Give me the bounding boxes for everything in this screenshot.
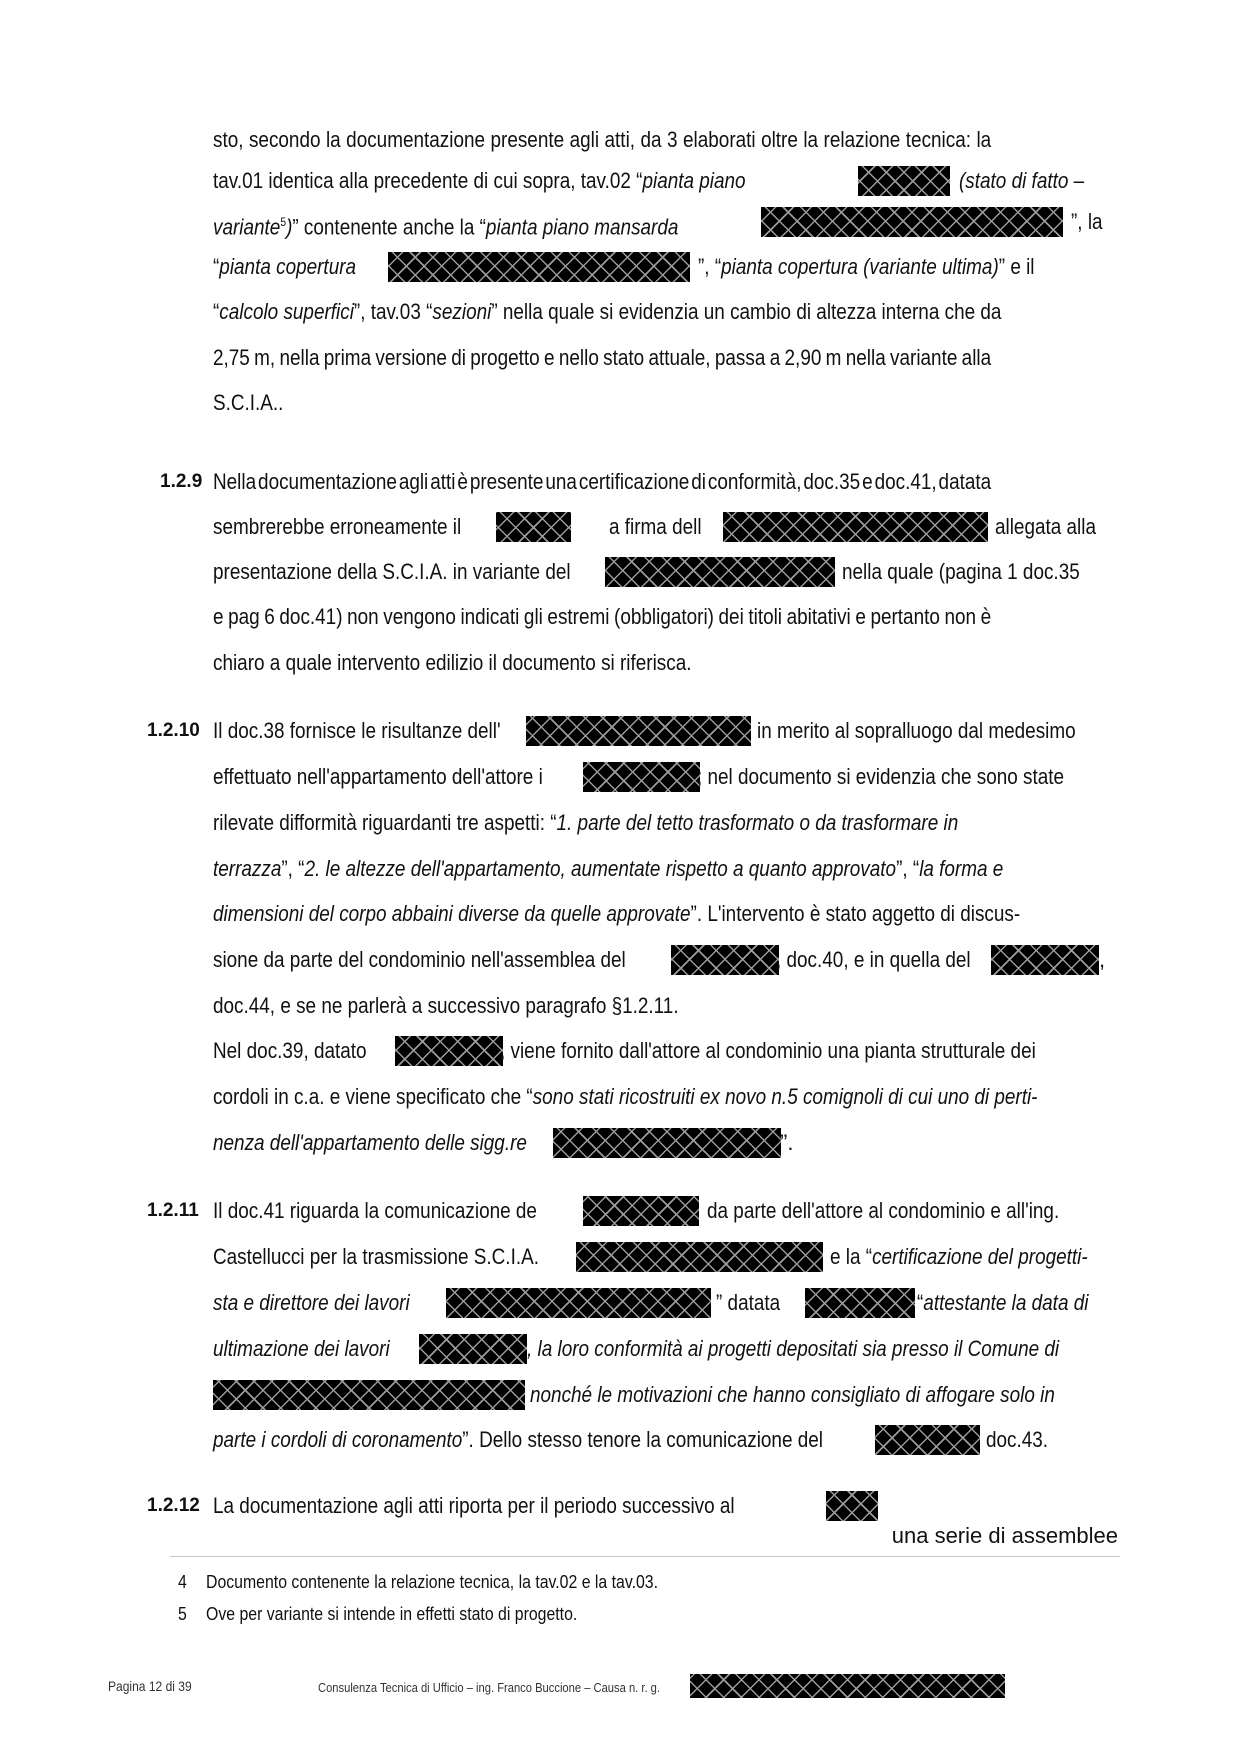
word: titoli — [748, 604, 783, 629]
word: (obbligatori) — [614, 604, 714, 629]
word: doc.41, — [874, 469, 937, 494]
paragraph-line: doc.44, e se ne parlerà a successivo paragrafo §1.2.11. — [213, 993, 679, 1018]
word: variante — [890, 345, 958, 370]
redaction-block — [395, 1036, 503, 1066]
redaction-block — [723, 512, 988, 542]
word: oltre — [761, 127, 798, 152]
word: 3 — [667, 127, 678, 152]
section-number: 1.2.9 — [160, 471, 203, 492]
document-page: sto, secondo la documentazione presente agli atti, da 3 elaborati oltre la relazione tecnica: la tav.01 identica alla precedente di cui sopra, tav.02 “pianta piano (stato di fatto – variante$^5$)” contenente anche la “pianta piano mansarda ”, la “pianta copertura ”, “pianta copertura (variante ultima)” e il “calcolo superfici”, tav.03 “sezioni” nella quale si evidenzia un cambio di altezza interna che da 2,75 m, nella prima versione di progetto e nello stato attuale, passa a 2,90 m nella variante alla S.C.I.A.. 1.2.9 Nella documentazione agli atti è presente una certificazione di conformità, doc.35 e doc.41, datata sembrerebbe erroneamente il a firma dell allegata alla presentazione della S.C.I.A. in variante del nella quale (pagina 1 doc.35 e pag 6 doc.41) non vengono indicati gli estremi (obbligatori) dei titoli abitativi e pertanto non è chiaro a quale intervento edilizio il documento si riferisca. 1.2.10 Il doc.38 fornisce le risultanze dell' in merito al sopralluogo dal medesimo effettuato nell'appartamento dell'attore i ; nel documento si evidenzia che sono state rilevate difformità riguardanti tre aspetti: “1. parte del tetto trasformato o da trasformare in terrazza”, “2. le altezze dell'appartamento, aumentate rispetto a quanto approvato”, “la forma e dimensioni del corpo abbaini diverse da quelle approvate”. L'intervento è stato aggetto di discus- sione da parte del condominio nell'assemblea del , doc.40, e in quella del , doc.44, e se ne parlerà a successivo paragrafo §1.2.11. Nel doc.39, datato , viene fornito dall'attore al condominio una pianta strutturale dei cordoli in c.a. e viene specificato che “sono stati ricostruiti ex novo n.5 comignoli di cui uno di perti- nenza dell'appartamento delle sigg.re ”. 1.2.11 Il doc.41 riguarda la comunicazione de da parte dell'attore al condominio e all'ing. Castellucci per la trasmissione S.C.I.A. e la “certificazione del progetti- sta e direttore dei lavori ” datata “attestante la data di ultimazione dei lavori , la loro conformità ai progetti depositati sia presso il Comune di nonché le motivazioni che hanno consigliato di affogare solo in parte i cordoli di coronamento”. Dello stesso tenore la comunicazione del doc.43. 1.2.12 La documentazione agli atti riporta per il periodo successivo al una serie di assemblee 4 Documento contenente la relazione tecnica, la tav.02 e la tav.03. 5 Ove per variante si intende in effetti stato di progetto. Pagina 12 di 39 Consulenza Tecnica di Ufficio – ing. Franco Buccione – Causa n. r. g. — [0, 0, 1240, 1755]
word: dei — [718, 604, 744, 629]
paragraph-line: terrazza”, “2. le altezze dell'appartamento, aumentate rispetto a quanto approvato”, “la forma e — [213, 856, 1004, 881]
word: e — [862, 469, 873, 494]
paragraph-line: sione da parte del condominio nell'assemblea del , doc.40, e in quella del , — [213, 945, 1118, 975]
word: pertanto — [870, 604, 940, 629]
word: documentazione — [258, 469, 397, 494]
paragraph-line: Il doc.41 riguarda la comunicazione de da parte dell'attore al condominio e all'ing. — [213, 1196, 1118, 1226]
word: documentazione — [346, 127, 486, 152]
word: datata — [938, 469, 992, 494]
word: 6 — [264, 604, 275, 629]
paragraph-line: parte i cordoli di coronamento”. Dello stesso tenore la comunicazione del doc.43. — [213, 1425, 1118, 1455]
word: 2,90 — [784, 345, 822, 370]
redaction-block — [605, 557, 835, 587]
section-number: 1.2.12 — [147, 1495, 200, 1516]
word: doc.41) — [279, 604, 343, 629]
paragraph-line: dimensioni del corpo abbaini diverse da quelle approvate”. L'intervento è stato aggetto di discus- — [213, 901, 1021, 926]
word: la — [803, 127, 819, 152]
word: è — [457, 469, 468, 494]
word: elaborati — [683, 127, 756, 152]
redaction-block — [671, 945, 779, 975]
footnote-text: Documento contenente la relazione tecnica, la tav.02 e la tav.03. — [206, 1572, 659, 1592]
word: è — [980, 604, 992, 629]
word: m, — [254, 345, 276, 370]
word: gli — [523, 604, 543, 629]
paragraph-line: “calcolo superfici”, tav.03 “sezioni” nella quale si evidenzia un cambio di altezza interna che da — [213, 299, 1002, 324]
redaction-block — [583, 1196, 699, 1226]
paragraph-line: sta e direttore dei lavori ” datata “attestante la data di — [213, 1288, 1118, 1318]
redaction-block — [526, 716, 751, 746]
word: stato — [603, 345, 645, 370]
footnote-separator — [170, 1556, 1120, 1557]
word: alla — [961, 345, 992, 370]
word: vengono — [383, 604, 456, 629]
word: progetto — [470, 345, 540, 370]
word: conformità, — [707, 469, 802, 494]
paragraph-line: effettuato nell'appartamento dell'attore i ; nel documento si evidenzia che sono state — [213, 762, 1118, 792]
word: passa — [714, 345, 766, 370]
paragraph-line: ultimazione dei lavori , la loro conformità ai progetti depositati sia presso il Comune di — [213, 1334, 1118, 1364]
paragraph-line: Castellucci per la trasmissione S.C.I.A. e la “certificazione del progetti- — [213, 1242, 1118, 1272]
section-number: 1.2.11 — [147, 1200, 199, 1221]
word: atti, — [604, 127, 636, 152]
footnote-number: 4 — [178, 1572, 187, 1592]
redaction-block — [875, 1425, 980, 1455]
word: 2,75 — [213, 345, 250, 370]
word: e — [855, 604, 866, 629]
word: di — [691, 469, 706, 494]
footer-center-text: Consulenza Tecnica di Ufficio – ing. Franco Buccione – Causa n. r. g. — [318, 1680, 661, 1695]
paragraph-line: variante$^5$)” contenente anche la “pianta piano mansarda ”, la — [213, 209, 1103, 240]
redaction-block — [690, 1674, 1005, 1698]
word: attuale, — [648, 345, 711, 370]
word: nello — [558, 345, 599, 370]
word: non — [347, 604, 379, 629]
word: pag — [228, 604, 260, 629]
word: sto, — [213, 127, 244, 152]
word: Nella — [213, 469, 257, 494]
word: prima — [323, 345, 372, 370]
redaction-block — [496, 512, 571, 542]
word: m — [825, 345, 842, 370]
footnote-text: Ove per variante si intende in effetti stato di progetto. — [206, 1604, 578, 1624]
paragraph-line: chiaro a quale intervento edilizio il documento si riferisca. — [213, 650, 692, 675]
paragraph-line: sembrerebbe erroneamente il a firma dell allegata alla — [213, 512, 1118, 542]
word: presente — [490, 127, 565, 152]
redaction-block — [213, 1380, 525, 1410]
word: di — [451, 345, 466, 370]
word: tecnica: — [905, 127, 972, 152]
redaction-block — [583, 762, 700, 792]
paragraph-line — [213, 343, 991, 373]
paragraph-line: “pianta copertura ”, “pianta copertura (variante ultima)” e il — [213, 252, 1118, 282]
word: indicati — [460, 604, 520, 629]
word: la — [976, 127, 992, 152]
redaction-block — [826, 1491, 878, 1521]
redaction-block — [805, 1288, 915, 1318]
word: secondo — [248, 127, 321, 152]
redaction-block — [419, 1334, 527, 1364]
redaction-block — [446, 1288, 711, 1318]
redaction-block — [576, 1242, 823, 1272]
paragraph-line: nenza dell'appartamento delle sigg.re ”. — [213, 1128, 1118, 1158]
page-number: Pagina 12 di 39 — [108, 1678, 192, 1694]
redaction-block — [991, 945, 1099, 975]
paragraph-line: Il doc.38 fornisce le risultanze dell' in merito al sopralluogo dal medesimo — [213, 716, 1118, 746]
redaction-block — [858, 166, 950, 196]
word: non — [944, 604, 977, 629]
word: la — [325, 127, 341, 152]
redaction-block — [553, 1128, 781, 1158]
paragraph-line: tav.01 identica alla precedente di cui sopra, tav.02 “pianta piano (stato di fatto – — [213, 166, 1118, 196]
paragraph-line — [213, 467, 991, 497]
word: abitativi — [786, 604, 851, 629]
word: nella — [845, 345, 886, 370]
word: doc.35 — [803, 469, 861, 494]
paragraph-line: rilevate difformità riguardanti tre aspetti: “1. parte del tetto trasformato o da trasformare in — [213, 810, 959, 835]
paragraph-line: S.C.I.A.. — [213, 390, 284, 415]
redaction-block — [388, 252, 690, 282]
word: agli — [398, 469, 429, 494]
word: e — [544, 345, 555, 370]
word: estremi — [547, 604, 610, 629]
section-number: 1.2.10 — [147, 720, 200, 741]
word: relazione — [823, 127, 901, 152]
word: a — [769, 345, 781, 370]
paragraph-line: La documentazione agli atti riporta per il periodo successivo al una serie di assemblee — [213, 1493, 1118, 1548]
word: versione — [375, 345, 447, 370]
word: atti — [430, 469, 456, 494]
word: e — [213, 604, 224, 629]
word: presente — [469, 469, 544, 494]
footnote-number: 5 — [178, 1604, 187, 1624]
word: nella — [279, 345, 320, 370]
paragraph-line: presentazione della S.C.I.A. in variante del nella quale (pagina 1 doc.35 — [213, 557, 1118, 587]
paragraph-line: cordoli in c.a. e viene specificato che “sono stati ricostruiti ex novo n.5 comignoli di cui uno di perti- — [213, 1084, 1038, 1109]
word: una — [545, 469, 577, 494]
paragraph-line: Nel doc.39, datato , viene fornito dall'attore al condominio una pianta strutturale dei — [213, 1036, 1118, 1066]
word: agli — [569, 127, 600, 152]
word: certificazione — [578, 469, 690, 494]
word: da — [640, 127, 662, 152]
redaction-block — [761, 207, 1063, 237]
paragraph-line — [213, 125, 991, 155]
paragraph-line — [213, 602, 991, 632]
